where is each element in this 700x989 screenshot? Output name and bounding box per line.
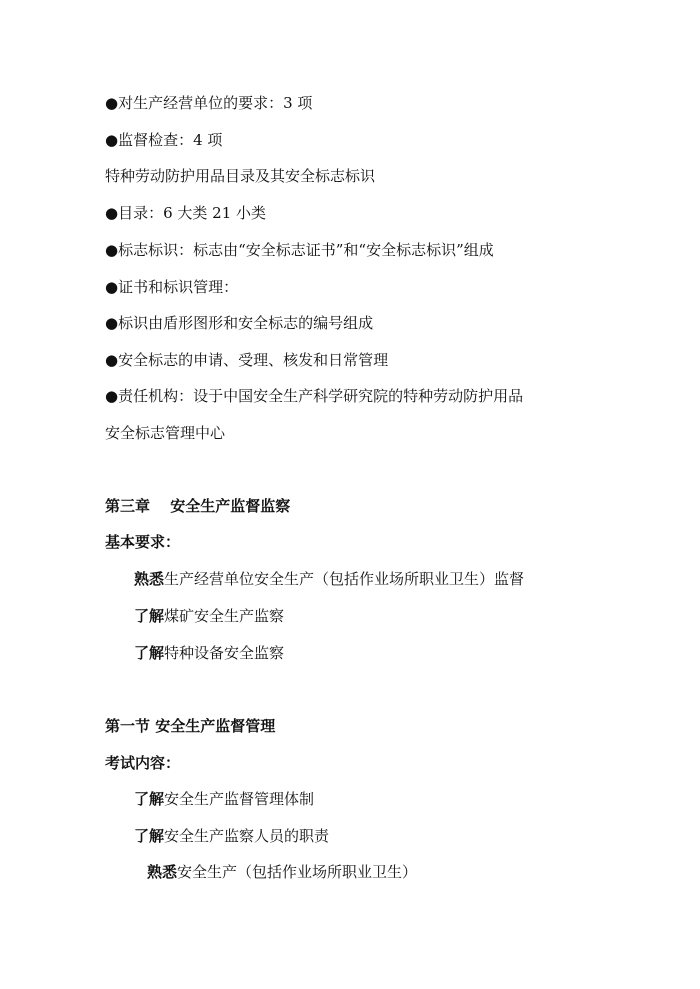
content-item — [134, 789, 314, 809]
section-title: 第一节 安全生产监督管理 — [105, 717, 276, 735]
text-line: 安全标志管理中心 — [105, 424, 226, 442]
requirement-item — [134, 643, 284, 663]
content-keyword: 熟悉 — [147, 863, 178, 881]
text-line: ●对生产经营单位的要求：3 项 — [105, 94, 313, 112]
text-line: 特种劳动防护用品目录及其安全标志标识 — [105, 167, 376, 185]
content-text: 安全生产（包括作业场所职业卫生） — [177, 863, 418, 881]
content-text: 安全生产监察人员的职责 — [164, 827, 330, 845]
text-line: ●责任机构：设于中国安全生产科学研究院的特种劳动防护用品 — [105, 387, 524, 405]
content-text: 安全生产监督管理体制 — [164, 790, 315, 808]
requirement-keyword: 了解 — [134, 644, 165, 662]
chapter-title: 第三章 安全生产监督监察 — [105, 497, 291, 515]
text-line: ●证书和标识管理： — [105, 278, 239, 296]
requirements-heading: 基本要求： — [105, 533, 181, 551]
requirement-item — [134, 606, 284, 626]
content-item — [134, 826, 329, 846]
text-line: ●标识由盾形图形和安全标志的编号组成 — [105, 314, 374, 332]
text-line: ●标志标识：标志由“安全标志证书”和“安全标志标识”组成 — [105, 241, 494, 259]
requirement-text: 生产经营单位安全生产（包括作业场所职业卫生）监督 — [164, 570, 525, 588]
requirement-keyword: 熟悉 — [134, 570, 165, 588]
content-keyword: 了解 — [134, 827, 165, 845]
content-item — [147, 862, 417, 882]
content-keyword: 了解 — [134, 790, 165, 808]
content-heading: 考试内容： — [105, 754, 181, 772]
text-line: ●目录：6 大类 21 小类 — [105, 204, 267, 222]
requirement-text: 煤矿安全生产监察 — [164, 607, 285, 625]
requirement-text: 特种设备安全监察 — [164, 644, 285, 662]
text-line: ●安全标志的申请、受理、核发和日常管理 — [105, 351, 389, 369]
text-line: ●监督检查：4 项 — [105, 131, 223, 149]
requirement-item — [134, 569, 524, 589]
requirement-keyword: 了解 — [134, 607, 165, 625]
